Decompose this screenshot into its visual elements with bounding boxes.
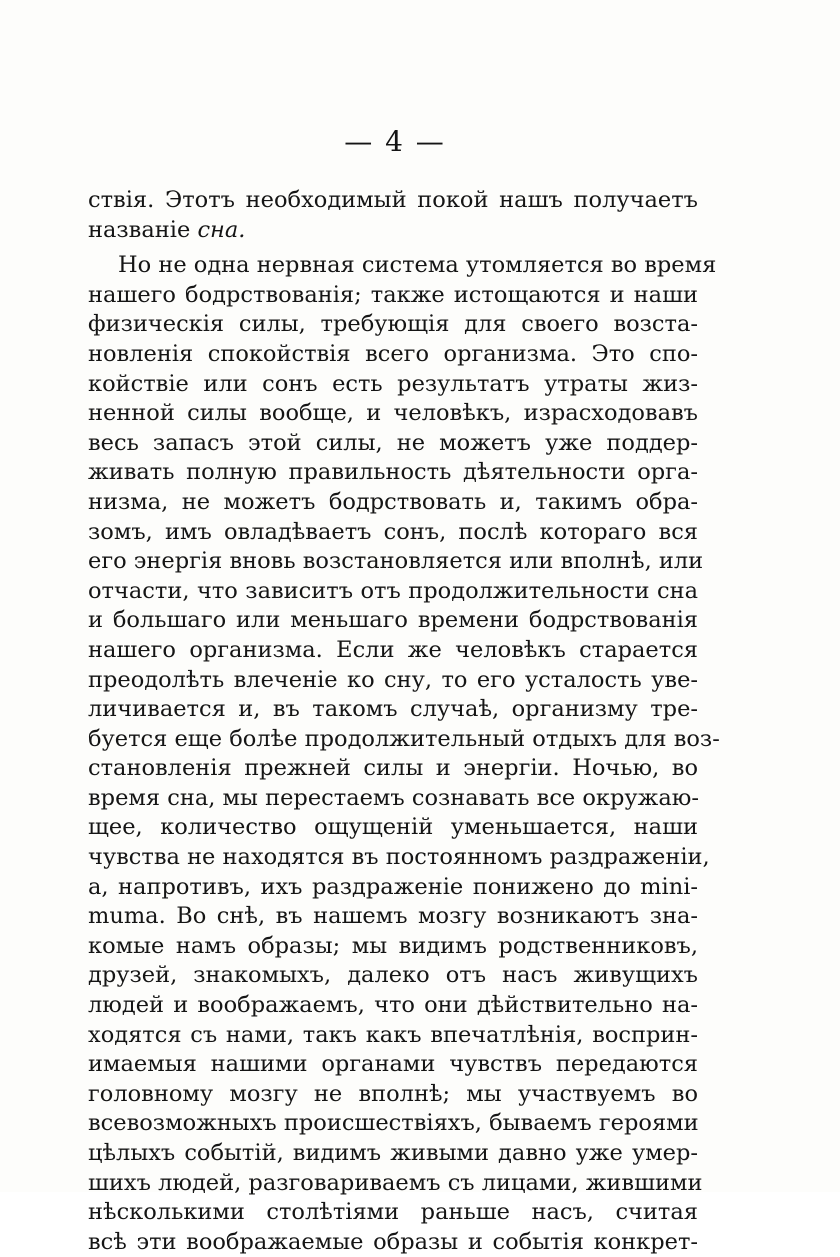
text-line: ствія. Этотъ необходимый покой нашъ получаетъ xyxy=(88,187,698,213)
text-line-prefix: названіе xyxy=(88,216,198,243)
text-line: людей и воображаемъ, что они дѣйствительно на- xyxy=(88,992,698,1019)
paragraph-2 xyxy=(88,251,720,1257)
text-line: шихъ людей, разговариваемъ съ лицами, жившими xyxy=(88,1169,703,1196)
text-line: новленія спокойствія всего организма. Это спо- xyxy=(88,340,698,367)
text-line: личивается и, въ такомъ случаѣ, организму тре- xyxy=(88,696,698,723)
italic-word: сна. xyxy=(197,216,246,243)
text-line: весь запасъ этой силы, не можетъ уже поддер- xyxy=(88,429,698,456)
text-line: комые намъ образы; мы видимъ родственниковъ, xyxy=(88,932,698,959)
text-line: muma. Во снѣ, въ нашемъ мозгу возникаютъ зна- xyxy=(88,903,698,930)
text-line: друзей, знакомыхъ, далеко отъ насъ живущихъ xyxy=(88,962,698,989)
text-line xyxy=(88,216,698,246)
text-line: время сна, мы перестаемъ сознавать все окружаю- xyxy=(88,784,699,811)
text-line: всѣ эти воображаемые образы и событія конкрет- xyxy=(88,1228,698,1255)
text-line: нѣсколькими столѣтіями раньше насъ, считая xyxy=(88,1199,698,1226)
text-line: головному мозгу не вполнѣ; мы участвуемъ во xyxy=(88,1080,698,1107)
text-line: всевозможныхъ происшествіяхъ, бываемъ героями xyxy=(88,1110,699,1137)
text-line: а, напротивъ, ихъ раздраженіе понижено до mini- xyxy=(88,873,698,900)
page-number: — 4 — xyxy=(344,125,446,158)
text-line: чувства не находятся въ постоянномъ раздраженіи, xyxy=(88,844,710,871)
text-line: его энергія вновь возстановляется или вполнѣ, или xyxy=(88,548,704,575)
text-line: низма, не можетъ бодрствовать и, такимъ обра- xyxy=(88,488,698,515)
text-line: живать полную правильность дѣятельности орга- xyxy=(88,459,698,486)
text-line: буется еще болѣе продолжительный отдыхъ для воз- xyxy=(88,725,720,752)
text-line: отчасти, что зависитъ отъ продолжительности сна xyxy=(88,577,698,604)
text-line: ненной силы вообще, и человѣкъ, израсходовавъ xyxy=(88,400,698,427)
text-line: щее, количество ощущеній уменьшается, наши xyxy=(88,814,698,841)
text-line: цѣлыхъ событій, видимъ живыми давно уже умер- xyxy=(88,1140,698,1166)
text-line: становленія прежней силы и энергіи. Ночью, во xyxy=(88,755,698,782)
text-line: койствіе или сонъ есть результатъ утраты жиз- xyxy=(88,370,698,397)
text-line: ходятся съ нами, такъ какъ впечатлѣнія, восприн- xyxy=(88,1021,698,1048)
text-line: зомъ, имъ овладѣваетъ сонъ, послѣ котораго вся xyxy=(88,518,698,545)
text-line: нашего организма. Если же человѣкъ старается xyxy=(88,636,698,663)
body-text xyxy=(88,186,720,1257)
text-line: физическія силы, требующія для своего возста- xyxy=(88,311,698,338)
text-line: нашего бодрствованія; также истощаются и наши xyxy=(88,281,698,308)
text-line: Но не одна нервная система утомляется во время xyxy=(118,252,717,279)
text-line: преодолѣть влеченіе ко сну, то его усталость уве- xyxy=(88,666,698,693)
paragraph-1 xyxy=(88,186,698,245)
text-line: и большаго или меньшаго времени бодрствованія xyxy=(88,607,698,634)
text-line: имаемыя нашими органами чувствъ передаются xyxy=(88,1051,698,1078)
